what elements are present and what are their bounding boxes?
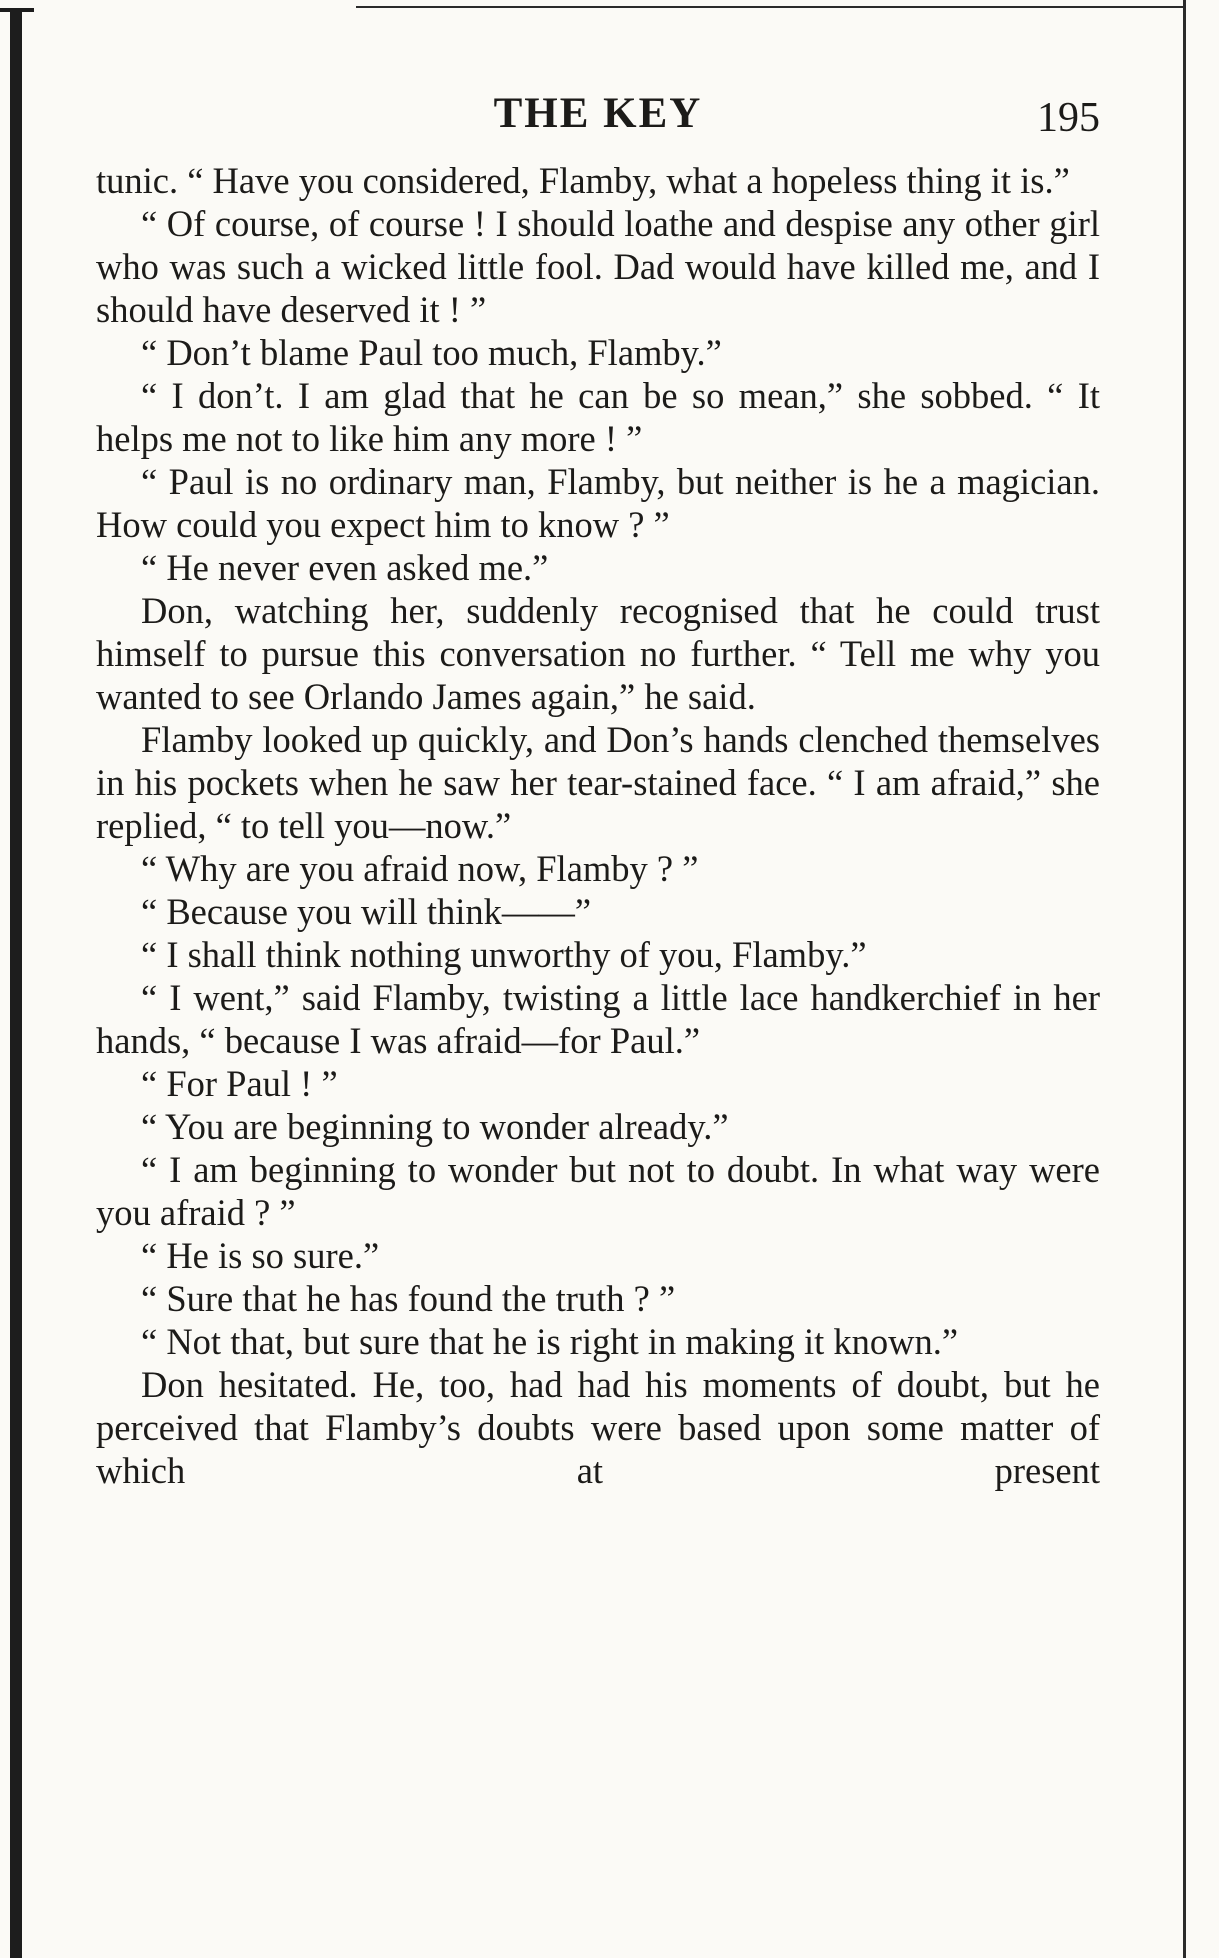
- paragraph: tunic. “ Have you considered, Flamby, what a hopeless thing it is.”: [96, 160, 1070, 201]
- paragraph: Don, watching her, suddenly recognised that he could trust himself to pursue this conversation no further. “ Tell me why you wanted to see Orlando James again,” he said.: [96, 590, 1100, 717]
- page-number: 195: [1037, 95, 1100, 141]
- running-title: THE KEY: [493, 90, 703, 137]
- right-edge: [1183, 0, 1186, 1958]
- paragraph: “ He never even asked me.”: [141, 547, 549, 588]
- page-header: [96, 84, 1100, 144]
- paragraph: Don hesitated. He, too, had had his moments of doubt, but he perceived that Flamby’s doubts were based upon some matter of which at present: [96, 1364, 1100, 1491]
- paragraph: “ He is so sure.”: [141, 1235, 380, 1276]
- paragraph: “ Paul is no ordinary man, Flamby, but neither is he a magician. How could you expect him to know ? ”: [96, 461, 1100, 545]
- paragraph: “ For Paul ! ”: [141, 1063, 338, 1104]
- paragraph: “ I am beginning to wonder but not to doubt. In what way were you afraid ? ”: [96, 1149, 1100, 1233]
- paragraph: “ I don’t. I am glad that he can be so mean,” she sobbed. “ It helps me not to like him any more ! ”: [96, 375, 1100, 459]
- paragraph: “ Sure that he has found the truth ? ”: [141, 1278, 676, 1319]
- binding-edge: [10, 12, 22, 1958]
- paragraph: “ Of course, of course ! I should loathe and despise any other girl who was such a wicked little fool. Dad would have killed me, and I should have deserved it ! ”: [96, 203, 1100, 330]
- top-rule: [356, 6, 1186, 8]
- body-text: [96, 159, 1100, 1492]
- paragraph: “ I went,” said Flamby, twisting a little lace handkerchief in her hands, “ because I was afraid—for Paul.”: [96, 977, 1100, 1061]
- paragraph: “ You are beginning to wonder already.”: [141, 1106, 729, 1147]
- paragraph: “ Don’t blame Paul too much, Flamby.”: [141, 332, 722, 373]
- paragraph: “ Because you will think——”: [141, 891, 592, 932]
- paragraph: “ Not that, but sure that he is right in making it known.”: [141, 1321, 959, 1362]
- paragraph: Flamby looked up quickly, and Don’s hands clenched themselves in his pockets when he saw her tear-stained face. “ I am afraid,” she replied, “ to tell you—now.”: [96, 719, 1100, 846]
- paragraph: “ I shall think nothing unworthy of you, Flamby.”: [141, 934, 867, 975]
- paragraph: “ Why are you afraid now, Flamby ? ”: [141, 848, 699, 889]
